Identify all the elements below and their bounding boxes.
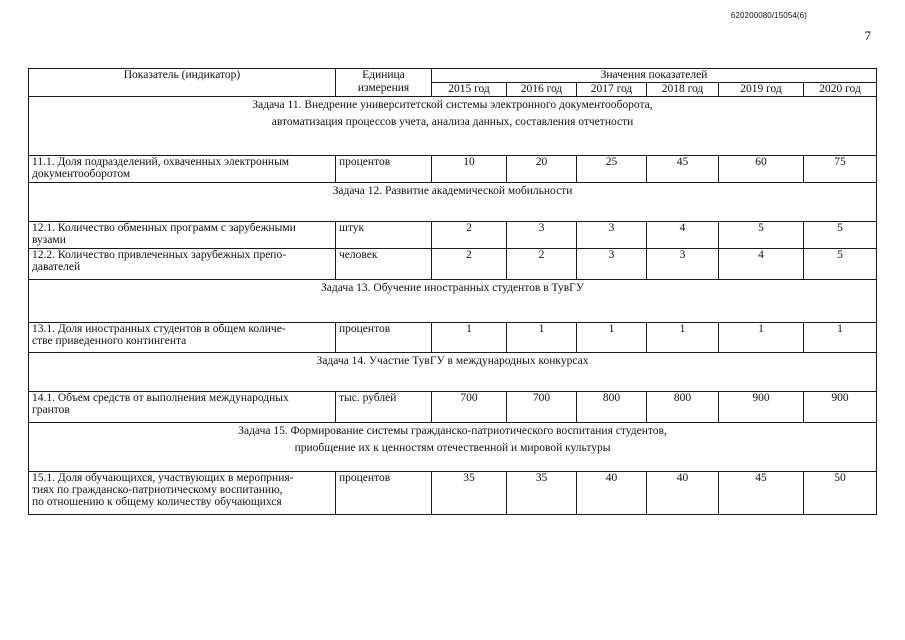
value-cell: 4: [647, 222, 719, 249]
value-cell: 75: [804, 156, 877, 183]
year-header-2016: 2016 год: [507, 83, 577, 97]
indicator-text-line: 15.1. Доля обучающихся, участвующих в меропрния-: [32, 472, 294, 484]
unit-cell: процентов: [336, 472, 432, 515]
document-code: 620200080/15054(6): [730, 11, 807, 20]
task-row: [29, 280, 877, 323]
value-cell: 40: [647, 472, 719, 515]
value-cell: 3: [577, 222, 647, 249]
value-cell: 35: [432, 472, 507, 515]
value-cell: 5: [804, 249, 877, 280]
task-title: [29, 353, 877, 392]
task-title: [29, 97, 877, 156]
value-cell: 10: [432, 156, 507, 183]
value-cell: 3: [647, 249, 719, 280]
year-header-2015: 2015 год: [432, 83, 507, 97]
indicator-cell: [29, 323, 336, 353]
table-row: [29, 392, 877, 423]
indicator-text-line: 12.1. Количество обменных программ с зарубежными: [32, 222, 296, 234]
year-header-2018: 2018 год: [647, 83, 719, 97]
value-cell: 3: [507, 222, 577, 249]
indicator-text-line: 12.2. Количество привлеченных зарубежных препо-: [32, 249, 287, 261]
values-header: Значения показателей: [432, 69, 877, 83]
table-row: [29, 156, 877, 183]
task-title: [29, 280, 877, 323]
task-title-line: Задача 13. Обучение иностранных студентов в ТувГУ: [321, 282, 584, 294]
page-number: 7: [864, 28, 871, 43]
header-row-1: [29, 69, 877, 83]
value-cell: 2: [432, 249, 507, 280]
table-row: [29, 249, 877, 280]
value-cell: 4: [719, 249, 804, 280]
indicator-text-line: 14.1. Объем средств от выполнения международных: [32, 392, 289, 404]
unit-header-line1: Единица: [362, 69, 405, 81]
indicator-text-line: 13.1. Доля иностранных студентов в общем количе-: [32, 323, 286, 335]
value-cell: 1: [647, 323, 719, 353]
unit-cell: процентов: [336, 323, 432, 353]
task-title-line: приобщение их к ценностям отечественной и мировой культуры: [294, 442, 611, 454]
table-row: [29, 323, 877, 353]
value-cell: 2: [507, 249, 577, 280]
unit-cell: штук: [336, 222, 432, 249]
task-title-line: Задача 12. Развитие академической мобильности: [332, 185, 573, 197]
value-cell: 2: [432, 222, 507, 249]
value-cell: 1: [804, 323, 877, 353]
indicator-text-line: стве приведенного контингента: [32, 335, 187, 347]
table-row: [29, 472, 877, 515]
task-row: [29, 97, 877, 156]
year-header-2017: 2017 год: [577, 83, 647, 97]
indicator-text-line: грантов: [32, 404, 70, 416]
indicator-header: Показатель (индикатор): [29, 69, 336, 97]
task-title-line: Задача 14. Участие ТувГУ в международных конкурсах: [316, 355, 589, 367]
table-row: [29, 222, 877, 249]
indicator-cell: [29, 392, 336, 423]
value-cell: 700: [507, 392, 577, 423]
indicator-cell: [29, 222, 336, 249]
value-cell: 1: [719, 323, 804, 353]
year-header-2020: 2020 год: [804, 83, 877, 97]
value-cell: 35: [507, 472, 577, 515]
value-cell: 25: [577, 156, 647, 183]
indicator-text-line: вузами: [32, 234, 66, 246]
task-title-line: Задача 11. Внедрение университетской системы электронного документооборота,: [252, 99, 653, 111]
value-cell: 45: [647, 156, 719, 183]
value-cell: 900: [719, 392, 804, 423]
indicator-text-line: тиях по гражданско-патриотическому воспитанию,: [32, 484, 283, 496]
indicator-cell: [29, 249, 336, 280]
value-cell: 40: [577, 472, 647, 515]
task-row: [29, 183, 877, 222]
value-cell: 1: [432, 323, 507, 353]
indicator-text-line: по отношению к общему количеству обучающихся: [32, 496, 282, 508]
unit-header: [336, 69, 432, 97]
indicators-table: [28, 68, 877, 515]
task-row: [29, 423, 877, 472]
value-cell: 5: [719, 222, 804, 249]
value-cell: 45: [719, 472, 804, 515]
value-cell: 20: [507, 156, 577, 183]
year-header-2019: 2019 год: [719, 83, 804, 97]
indicator-text-line: документооборотом: [32, 168, 131, 180]
value-cell: 60: [719, 156, 804, 183]
task-title: [29, 183, 877, 222]
value-cell: 800: [577, 392, 647, 423]
value-cell: 50: [804, 472, 877, 515]
unit-cell: человек: [336, 249, 432, 280]
unit-cell: процентов: [336, 156, 432, 183]
indicator-cell: [29, 156, 336, 183]
value-cell: 1: [577, 323, 647, 353]
indicator-text-line: 11.1. Доля подразделений, охваченных электронным: [32, 156, 290, 168]
indicator-text-line: давателей: [32, 261, 81, 273]
unit-header-line2: измерения: [357, 82, 410, 94]
value-cell: 3: [577, 249, 647, 280]
value-cell: 700: [432, 392, 507, 423]
task-title-line: Задача 15. Формирование системы гражданско-патриотического воспитания студентов,: [238, 425, 667, 437]
value-cell: 5: [804, 222, 877, 249]
value-cell: 1: [507, 323, 577, 353]
task-row: [29, 353, 877, 392]
task-title-line: автоматизация процессов учета, анализа данных, составления отчетности: [271, 116, 634, 128]
task-title: [29, 423, 877, 472]
unit-cell: тыс. рублей: [336, 392, 432, 423]
table-body: [29, 69, 877, 515]
indicator-cell: [29, 472, 336, 515]
value-cell: 800: [647, 392, 719, 423]
value-cell: 900: [804, 392, 877, 423]
